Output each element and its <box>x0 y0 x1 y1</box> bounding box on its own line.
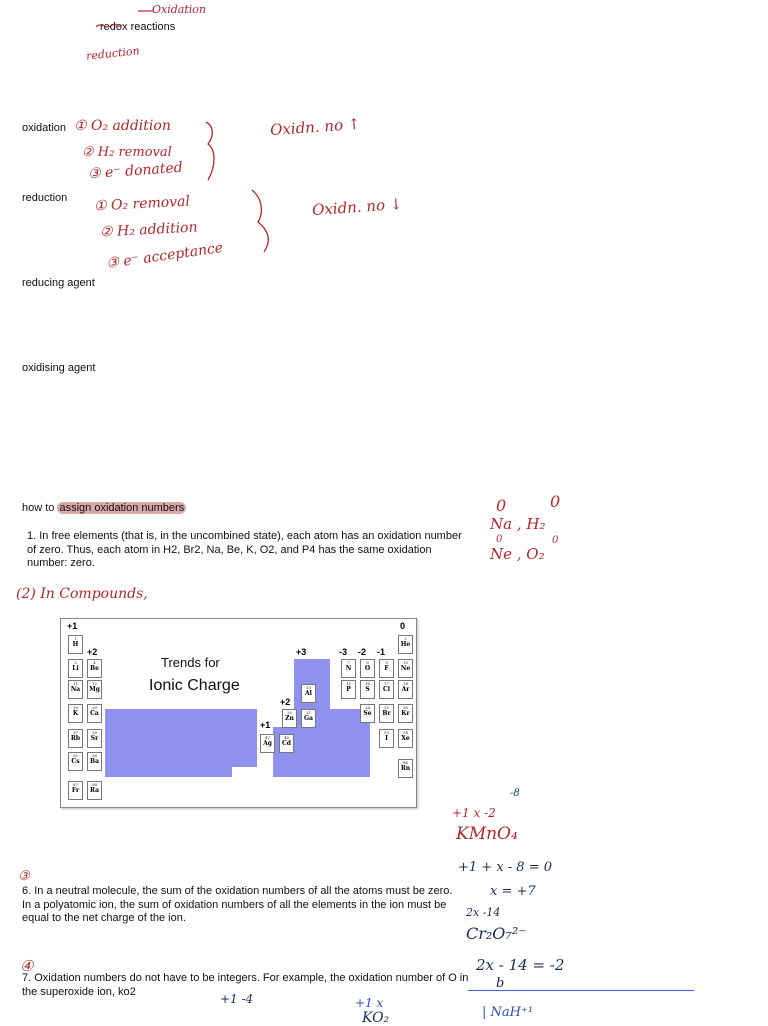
element-cell-cs <box>68 752 83 771</box>
element-symbol: Fr <box>71 787 80 794</box>
element-number: 34 <box>364 705 371 710</box>
annotation-bracket-top <box>88 5 158 35</box>
element-number: 13 <box>305 685 312 690</box>
element-number: 11 <box>72 681 79 686</box>
element-number: 16 <box>364 681 371 686</box>
element-symbol: Ga <box>303 715 313 722</box>
element-cell-ar <box>398 680 413 699</box>
ox-note-1: ① O₂ addition <box>74 118 171 134</box>
kmno4-oxidation-states: +1 x -2 <box>452 806 496 820</box>
section-heading-highlight: assign oxidation numbers <box>59 502 185 514</box>
ox-result: Oxidn. no ↑ <box>269 114 361 140</box>
element-symbol: Mg <box>89 686 100 693</box>
element-number: 20 <box>91 705 98 710</box>
element-number: 48 <box>283 735 290 740</box>
element-cell-he <box>398 635 413 654</box>
zero-mark-c: 0 <box>496 534 503 545</box>
element-number: 87 <box>72 782 79 787</box>
label-oxidation: oxidation <box>22 122 67 134</box>
element-symbol: Li <box>72 665 79 672</box>
element-number: 3 <box>74 660 77 665</box>
element-symbol: Se <box>363 710 372 717</box>
element-number: 2 <box>404 636 407 641</box>
element-symbol: N <box>345 665 352 672</box>
element-number: 31 <box>305 710 312 715</box>
page-title: redox reactions <box>100 21 176 33</box>
element-number: 54 <box>402 730 409 735</box>
element-cell-be <box>87 659 102 678</box>
red-result: Oxidn. no ↓ <box>311 194 403 220</box>
ko2-formula: KO₂ <box>362 1010 390 1026</box>
element-cell-i <box>379 729 394 748</box>
element-symbol: Cl <box>382 686 391 693</box>
in-compounds-note: (2) In Compounds, <box>16 586 148 602</box>
element-number: 9 <box>385 660 388 665</box>
element-number: 47 <box>264 735 271 740</box>
charge-group-17: -1 <box>377 647 386 657</box>
element-number: 55 <box>72 753 79 758</box>
element-number: 88 <box>91 782 98 787</box>
kmno4-formula: KMnO₄ <box>456 824 518 844</box>
element-cell-k <box>68 704 83 723</box>
figure-title-line-1: Trends for <box>161 655 220 670</box>
element-cell-na <box>68 680 83 699</box>
element-symbol: Br <box>382 710 391 717</box>
element-number: 7 <box>347 660 350 665</box>
step-3-marker: ③ <box>18 869 30 884</box>
red-note-1: ① O₂ removal <box>93 193 191 215</box>
element-number: 37 <box>72 730 79 735</box>
element-number: 8 <box>366 660 369 665</box>
ne-o2-note: Ne , O₂ <box>490 545 545 563</box>
element-symbol: I <box>385 735 388 742</box>
red-note-2: ② H₂ addition <box>99 219 198 241</box>
element-cell-h <box>68 635 83 654</box>
element-symbol: K <box>72 710 79 717</box>
element-symbol: Xe <box>401 735 410 742</box>
handwritten-oxidation-label: Oxidation <box>152 3 206 16</box>
element-cell-n <box>341 659 356 678</box>
element-number: 35 <box>383 705 390 710</box>
zero-mark-b: 0 <box>550 492 561 511</box>
element-symbol: Al <box>305 690 312 697</box>
charge-group-16: -2 <box>358 647 367 657</box>
element-cell-al <box>301 684 316 703</box>
element-cell-ca <box>87 704 102 723</box>
element-number: 15 <box>345 681 352 686</box>
rule-1-text: 1. In free elements (that is, in the uncombined state), each atom has an oxidation number of zero. Thus, each atom in H2, Br2, Na, Be, K, O2, and P4 has the same oxidation number: zero. <box>27 530 462 569</box>
charge-group-11: +1 <box>260 720 271 730</box>
ox-note-2: ② H₂ removal <box>82 145 172 160</box>
element-cell-o <box>360 659 375 678</box>
equation-3: 2x - 14 = -2 <box>476 956 565 974</box>
element-symbol: Ca <box>90 710 99 717</box>
element-cell-ba <box>87 752 102 771</box>
ox-brace <box>200 118 230 188</box>
charge-group-15: -3 <box>339 647 348 657</box>
element-symbol: Cd <box>282 740 291 747</box>
element-number: 36 <box>402 705 409 710</box>
ko2-oxidation-states: +1 x <box>355 996 384 1010</box>
kmno4-total-charge: -8 <box>510 788 520 799</box>
red-note-3: ③ e⁻ acceptance <box>105 239 225 273</box>
label-reducing-agent: reducing agent <box>22 277 95 289</box>
cr2o7-oxidation-states: 2x -14 <box>466 906 501 919</box>
element-cell-xe <box>398 729 413 748</box>
element-number: 56 <box>91 753 98 758</box>
element-cell-rb <box>68 729 83 748</box>
element-symbol: Ba <box>90 758 99 765</box>
element-number: 17 <box>383 681 390 686</box>
element-number: 10 <box>402 660 409 665</box>
element-symbol: Na <box>70 686 81 693</box>
element-cell-s <box>360 680 375 699</box>
element-cell-ga <box>301 709 316 728</box>
element-symbol: H <box>72 641 79 648</box>
element-cell-mg <box>87 680 102 699</box>
label-oxidising-agent: oxidising agent <box>22 362 96 374</box>
element-cell-li <box>68 659 83 678</box>
element-cell-se <box>360 704 375 723</box>
element-cell-rn <box>398 759 413 778</box>
element-symbol: Ar <box>401 686 410 693</box>
element-symbol: Ra <box>89 787 99 794</box>
region-transition-lower <box>105 767 232 777</box>
element-symbol: Rb <box>70 735 81 742</box>
element-cell-kr <box>398 704 413 723</box>
element-symbol: Be <box>90 665 99 672</box>
element-number: 12 <box>91 681 98 686</box>
element-cell-fr <box>68 781 83 800</box>
element-cell-cd <box>279 734 294 753</box>
element-number: 38 <box>91 730 98 735</box>
charge-group-2: +2 <box>87 647 98 657</box>
handwritten-reduction-label: reduction <box>85 44 141 63</box>
element-number: 53 <box>383 730 390 735</box>
charge-group-12: +2 <box>280 697 291 707</box>
charge-group-1: +1 <box>67 621 78 631</box>
element-symbol: Ag <box>263 740 272 747</box>
element-cell-zn <box>282 709 297 728</box>
step-4-marker: ④ <box>20 957 34 975</box>
rule-4-text: 7. Oxidation numbers do not have to be integers. For example, the oxidation number of O in the superoxide ion, ko2 <box>22 972 469 998</box>
element-symbol: He <box>400 641 411 648</box>
element-cell-br <box>379 704 394 723</box>
figure-title-line-2: Ionic Charge <box>149 677 240 694</box>
bottom-left-charges: +1 -4 <box>220 992 254 1006</box>
element-cell-sr <box>87 729 102 748</box>
element-symbol: O <box>364 665 371 672</box>
label-reduction: reduction <box>22 192 68 204</box>
element-symbol: Zn <box>285 715 294 722</box>
element-cell-cl <box>379 680 394 699</box>
element-number: 30 <box>286 710 293 715</box>
section-heading <box>22 501 186 515</box>
element-number: 19 <box>72 705 79 710</box>
charge-group-18: 0 <box>400 621 406 631</box>
zero-mark-a: 0 <box>496 496 507 515</box>
equation-1: +1 + x - 8 = 0 <box>458 860 553 875</box>
cr2o7-formula: Cr₂O₇²⁻ <box>466 924 527 943</box>
rule-3-text: 6. In a neutral molecule, the sum of the oxidation numbers of all the atoms must be zero. In a polyatomic ion, the sum of oxidation numbers of all the elements in the ion must be equal to the net charge of the ion. <box>22 885 453 924</box>
ox-note-3: ③ e⁻ donated <box>87 159 184 183</box>
element-symbol: Ne <box>400 665 411 672</box>
element-symbol: F <box>384 665 389 672</box>
element-cell-p <box>341 680 356 699</box>
element-symbol: Rn <box>400 765 411 772</box>
element-symbol: S <box>365 686 370 693</box>
element-number: 86 <box>402 760 409 765</box>
red-brace <box>246 186 282 256</box>
element-number: 1 <box>74 636 77 641</box>
nah-note: | NaH⁺¹ <box>482 1005 534 1020</box>
region-transition <box>105 709 257 767</box>
element-number: 18 <box>402 681 409 686</box>
zero-mark-d: 0 <box>552 535 559 546</box>
element-cell-ag <box>260 734 275 753</box>
element-number: 4 <box>93 660 96 665</box>
charge-group-13: +3 <box>296 647 307 657</box>
equation-2: x = +7 <box>490 884 536 899</box>
element-symbol: Cs <box>71 758 80 765</box>
na-h2-note: Na , H₂ <box>490 515 546 533</box>
element-symbol: Sr <box>90 735 99 742</box>
element-cell-f <box>379 659 394 678</box>
element-cell-ra <box>87 781 102 800</box>
section-heading-prefix: how to <box>22 502 58 514</box>
element-symbol: Kr <box>401 710 410 717</box>
element-cell-ne <box>398 659 413 678</box>
equation-3-result: b <box>496 976 505 991</box>
element-symbol: P <box>346 686 351 693</box>
ionic-charge-figure <box>60 618 417 808</box>
